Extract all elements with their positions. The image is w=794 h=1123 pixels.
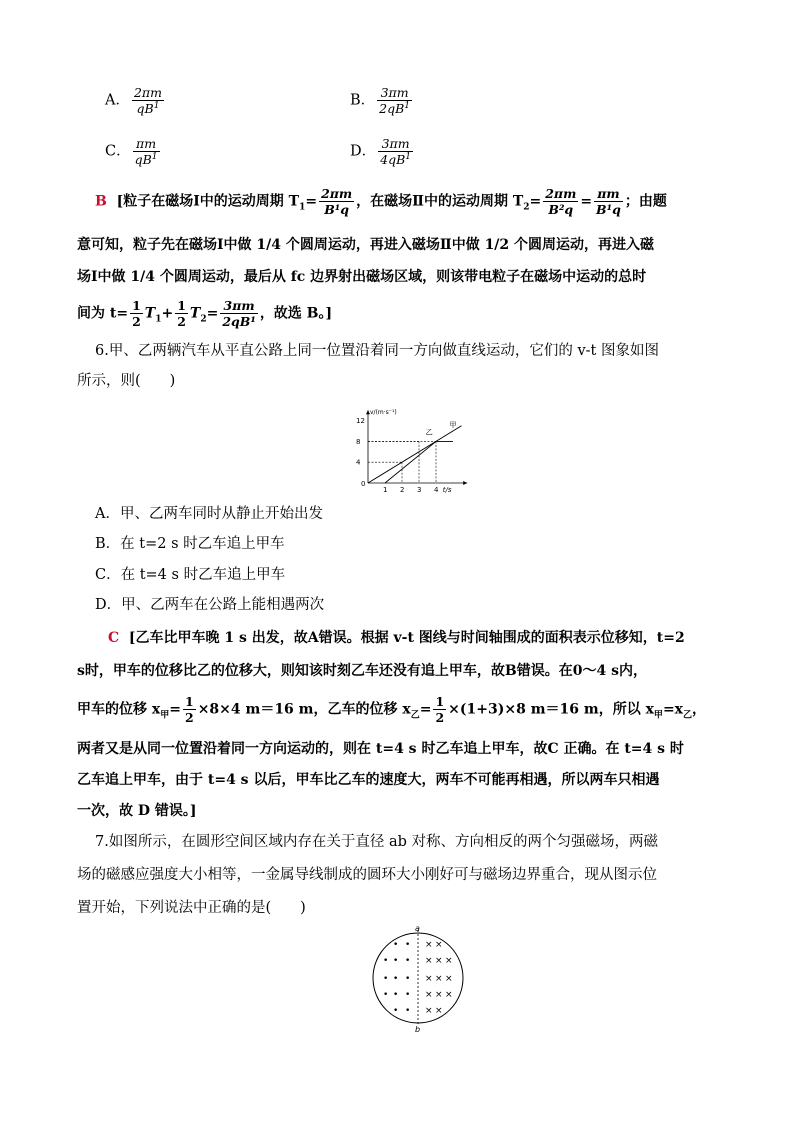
x-tick-label: 1: [383, 486, 388, 494]
series-label-yi: 乙: [425, 428, 433, 437]
q6-option-c[interactable]: C．在 t=4 s 时乙车追上甲车: [95, 567, 286, 583]
q5-solution-line-1: B [粒子在磁场Ⅰ中的运动周期 $T_1=$ $\frac{2\pi m}{\text{B¹q}}$ ，在磁场Ⅱ中的运动周期 $T_2=$ $\frac{2\pi m}{\text{B²q}}$ = $\frac{\pi m}{\text{B¹q}}$ ；由题: [95, 186, 667, 217]
field-cross: ×: [425, 940, 433, 950]
q6-solution-line-5: 乙车追上甲车，由于 t=4 s 以后，甲车比乙车的速度大，两车不可能再相遇，所以两车只相遇: [77, 772, 660, 788]
q6-stem-line-2: 所示，则( ): [77, 373, 176, 389]
field-cross: ×: [435, 1006, 443, 1016]
field-cross: ×: [445, 956, 453, 966]
q5-option-a-fraction: $\frac{2\pi m}{qB^1}$: [133, 85, 163, 116]
q6-solution-line-2: s时，甲车的位移比乙的位移大，则知该时刻乙车还没有追上甲车，故B错误。在0～4 s内，: [77, 663, 647, 679]
series-line-jia: [368, 426, 462, 483]
x-axis-label: t/s: [442, 486, 452, 494]
field-dot: •: [393, 1006, 399, 1016]
x-tick-label: 4: [434, 486, 439, 494]
field-dot: •: [393, 956, 399, 966]
q5-solution-line-4: 间为 t= $\frac{1}{2}$ $T_1+$ $\frac{1}{2}$ $T_2=$ $\frac{3\pi m}{\text{2qB¹}}$ ，故选 B。]: [77, 298, 333, 329]
q6-solution-line-6: 一次，故 D 错误。]: [77, 803, 197, 819]
field-dot: •: [383, 974, 389, 984]
q7-label-a: a: [415, 924, 420, 933]
y-tick-label: 12: [356, 417, 365, 426]
q6-vt-chart: [340, 400, 480, 500]
y-tick-label: 4: [356, 458, 361, 467]
field-cross: ×: [435, 956, 443, 966]
q7-stem-line-3: 置开始，下列说法中正确的是( ): [77, 900, 306, 916]
y-tick-label: 8: [356, 437, 361, 446]
q7-stem-line-1: 7.如图所示，在圆形空间区域内存在关于直径 ab 对称、方向相反的两个匀强磁场，两磁: [95, 834, 658, 850]
q5-option-c[interactable]: C． $\frac{\pi m}{qB^1}$: [105, 136, 158, 167]
field-dot: •: [393, 990, 399, 1000]
field-dot: •: [405, 956, 411, 966]
q5-option-d[interactable]: D． $\frac{3\pi m}{4qB^1}$: [350, 136, 412, 167]
field-dot: •: [405, 990, 411, 1000]
q7-label-b: b: [415, 1025, 421, 1034]
q6-option-d[interactable]: D．甲、乙两车在公路上能相遇两次: [95, 597, 325, 613]
field-dot: •: [405, 1006, 411, 1016]
x-tick-label: 2: [400, 486, 405, 494]
field-dot: •: [383, 990, 389, 1000]
q5-option-b-fraction: $\frac{3\pi m}{2qB^1}$: [379, 85, 411, 116]
field-dot: •: [393, 974, 399, 984]
field-cross: ×: [425, 974, 433, 984]
field-cross: ×: [445, 990, 453, 1000]
field-cross: ×: [435, 990, 443, 1000]
q5-solution-line-2: 意可知，粒子先在磁场Ⅰ中做 1/4 个圆周运动，再进入磁场Ⅱ中做 1/2 个圆周运动，再进入磁: [77, 237, 655, 253]
field-dot: •: [405, 974, 411, 984]
origin-label: 0: [361, 480, 366, 488]
q6-stem-line-1: 6.甲、乙两辆汽车从平直公路上同一位置沿着同一方向做直线运动，它们的 v-t 图象如图: [95, 343, 659, 359]
q6-option-b[interactable]: B．在 t=2 s 时乙车追上甲车: [95, 536, 285, 552]
q6-answer-letter: C: [108, 630, 120, 646]
x-tick-label: 3: [417, 486, 422, 494]
field-cross: ×: [435, 940, 443, 950]
y-axis-label: v/(m·s⁻¹): [370, 409, 397, 417]
field-dot: •: [393, 940, 399, 950]
q6-solution-line-3: 甲车的位移 $x_甲=$ $\frac{1}{2}$ ×8×4 m＝16 m，乙车的位移 $x_乙=$ $\frac{1}{2}$ ×(1+3)×8 m＝16 m，所以 $x_甲=x_乙$，: [77, 694, 707, 725]
q7-stem-line-2: 场的磁感应强度大小相等，一金属导线制成的圆环大小刚好可与磁场边界重合，现从图示位: [77, 867, 657, 883]
q5-answer-letter: B: [95, 193, 107, 210]
field-dot: •: [405, 940, 411, 950]
q6-solution-line-4: 两者又是从同一位置沿着同一方向运动的，则在 t=4 s 时乙车追上甲车，故C 正确。在 t=4 s 时: [77, 741, 684, 757]
q5-option-d-fraction: $\frac{3\pi m}{4qB^1}$: [380, 136, 412, 167]
q6-solution-line-1: C [乙车比甲车晚 1 s 出发，故A错误。根据 v-t 图线与时间轴围成的面积表示位移知，t=2: [108, 630, 685, 646]
q5-solution-line-3: 场Ⅰ中做 1/4 个圆周运动，最后从 fc 边界射出磁场区域，则该带电粒子在磁场中运动的总时: [77, 269, 647, 285]
q6-option-a[interactable]: A．甲、乙两车同时从静止开始出发: [95, 506, 323, 522]
field-cross: ×: [425, 956, 433, 966]
field-cross: ×: [445, 974, 453, 984]
q5-option-c-fraction: $\frac{\pi m}{qB^1}$: [134, 136, 158, 167]
field-dot: •: [383, 956, 389, 966]
q5-option-a[interactable]: A． $\frac{2\pi m}{qB^1}$: [105, 85, 163, 116]
field-cross: ×: [435, 974, 443, 984]
q7-magnetic-field-figure: [365, 922, 475, 1034]
q7-field-out-dots: [383, 940, 410, 1016]
x-axis-arrow: [463, 481, 467, 485]
q7-field-in-crosses: [425, 940, 453, 1016]
q5-option-b[interactable]: B． $\frac{3\pi m}{2qB^1}$: [350, 85, 411, 116]
field-cross: ×: [425, 1006, 433, 1016]
field-cross: ×: [425, 990, 433, 1000]
series-label-jia: 甲: [449, 420, 457, 429]
